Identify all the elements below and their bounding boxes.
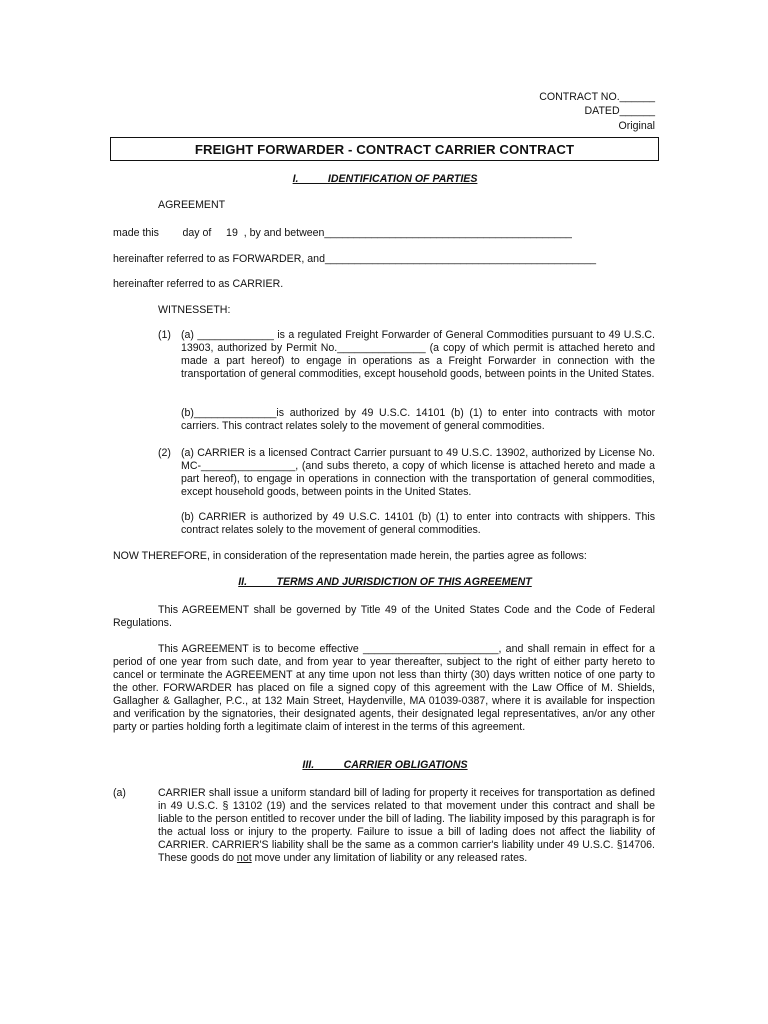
terms-paragraph-1 [113, 604, 655, 630]
document-title: FREIGHT FORWARDER - CONTRACT CARRIER CONTRACT [194, 141, 575, 157]
clause-2a [181, 447, 655, 499]
forwarder-line: hereinafter referred to as FORWARDER, and______________________________________________ [113, 253, 596, 265]
clause-2b [181, 511, 655, 537]
agreement-label: AGREEMENT [158, 199, 226, 211]
clause-1a-text: (a) _____________ is a regulated Freight Forwarder of General Commodities pursuant to 49 U.S.C. 13903, authorized by Permit No._______________ (a copy of which permit is attached hereto and made a part hereof) to engage in operations as a Freight Forwarder in connection with the transportation of general commodities, except household goods, between points in the United States. [181, 329, 655, 380]
obligation-a-text-pre: CARRIER shall issue a uniform standard bill of lading for property it receives for transportation as defined in 49 U.S.C. § 13102 (19) and the services related to that movement under this contract and shall be liable to the person entitled to recover under the bill of lading. The liability imposed by this paragraph is for the actual loss or injury to the property. Failure to issue a bill of lading does not affect the liability of CARRIER. CARRIER'S liability shall be the same as a common carrier's liability under 49 U.S.C. §14706. These goods do [158, 787, 655, 864]
clause-1a [181, 329, 655, 381]
section-heading-identification: I. IDENTIFICATION OF PARTIES [292, 173, 478, 185]
obligation-a-text [158, 787, 655, 865]
carrier-line: hereinafter referred to as CARRIER. [113, 278, 284, 290]
title-box [110, 137, 659, 161]
contract-date: DATED______ [584, 105, 655, 117]
clause-1b [181, 407, 655, 433]
section-heading-terms: II. TERMS AND JURISDICTION OF THIS AGREEMENT [238, 576, 532, 588]
clause-1-number: (1) [158, 329, 171, 341]
clause-2a-text: (a) CARRIER is a licensed Contract Carrier pursuant to 49 U.S.C. 13902, authorized by License No. MC-________________, (and subs thereto, a copy of which license is attached hereto and made a part hereof), to engage in operations in connection with the transportation of general commodities, except household goods, between points in the United States. [181, 447, 655, 498]
original-label: Original [618, 120, 655, 132]
witnesseth-label: WITNESSETH: [158, 304, 231, 316]
obligation-a-text-post: move under any limitation of liability or any released rates. [251, 852, 528, 864]
made-this-line: made this day of 19 , by and between__________________________________________ [113, 227, 572, 239]
clause-2b-text: (b) CARRIER is authorized by 49 U.S.C. 14101 (b) (1) to enter into contracts with shippers. This contract relates solely to the movement of general commodities. [181, 511, 655, 536]
obligation-a [158, 787, 655, 865]
terms-paragraph-2-text: This AGREEMENT is to become effective _______________________, and shall remain in effect for a period of one year from such date, and from year to year thereafter, subject to the right of either party hereto to cancel or terminate the AGREEMENT at any time upon not less than thirty (30) days written notice of one party to the other. FORWARDER has placed on file a signed copy of this agreement with the Law Office of M. Shields, Gallagher & Gallagher, P.C., at 132 Main Street, Haydenville, MA 01039-0387, where it is available for inspection and verification by the signatories, their designated agents, their designated legal representatives, an/or any other party or parties holding forth a legitimate claim of interest in the terms of this agreement. [113, 643, 655, 733]
clause-2-number: (2) [158, 447, 171, 459]
clause-1b-text: (b)______________is authorized by 49 U.S.C. 14101 (b) (1) to enter into contracts with motor carriers. This contract relates solely to the movement of general commodities. [181, 407, 655, 432]
section-heading-carrier-obligations: III. CARRIER OBLIGATIONS [302, 759, 468, 771]
terms-paragraph-1-text: This AGREEMENT shall be governed by Title 49 of the United States Code and the Code of Federal Regulations. [113, 604, 655, 629]
now-therefore-line: NOW THEREFORE, in consideration of the representation made herein, the parties agree as follows: [113, 550, 587, 562]
obligation-a-label: (a) [113, 787, 126, 799]
obligation-a-emphasis: not [236, 852, 252, 864]
terms-paragraph-2 [113, 643, 655, 734]
contract-number: CONTRACT NO.______ [539, 91, 655, 103]
